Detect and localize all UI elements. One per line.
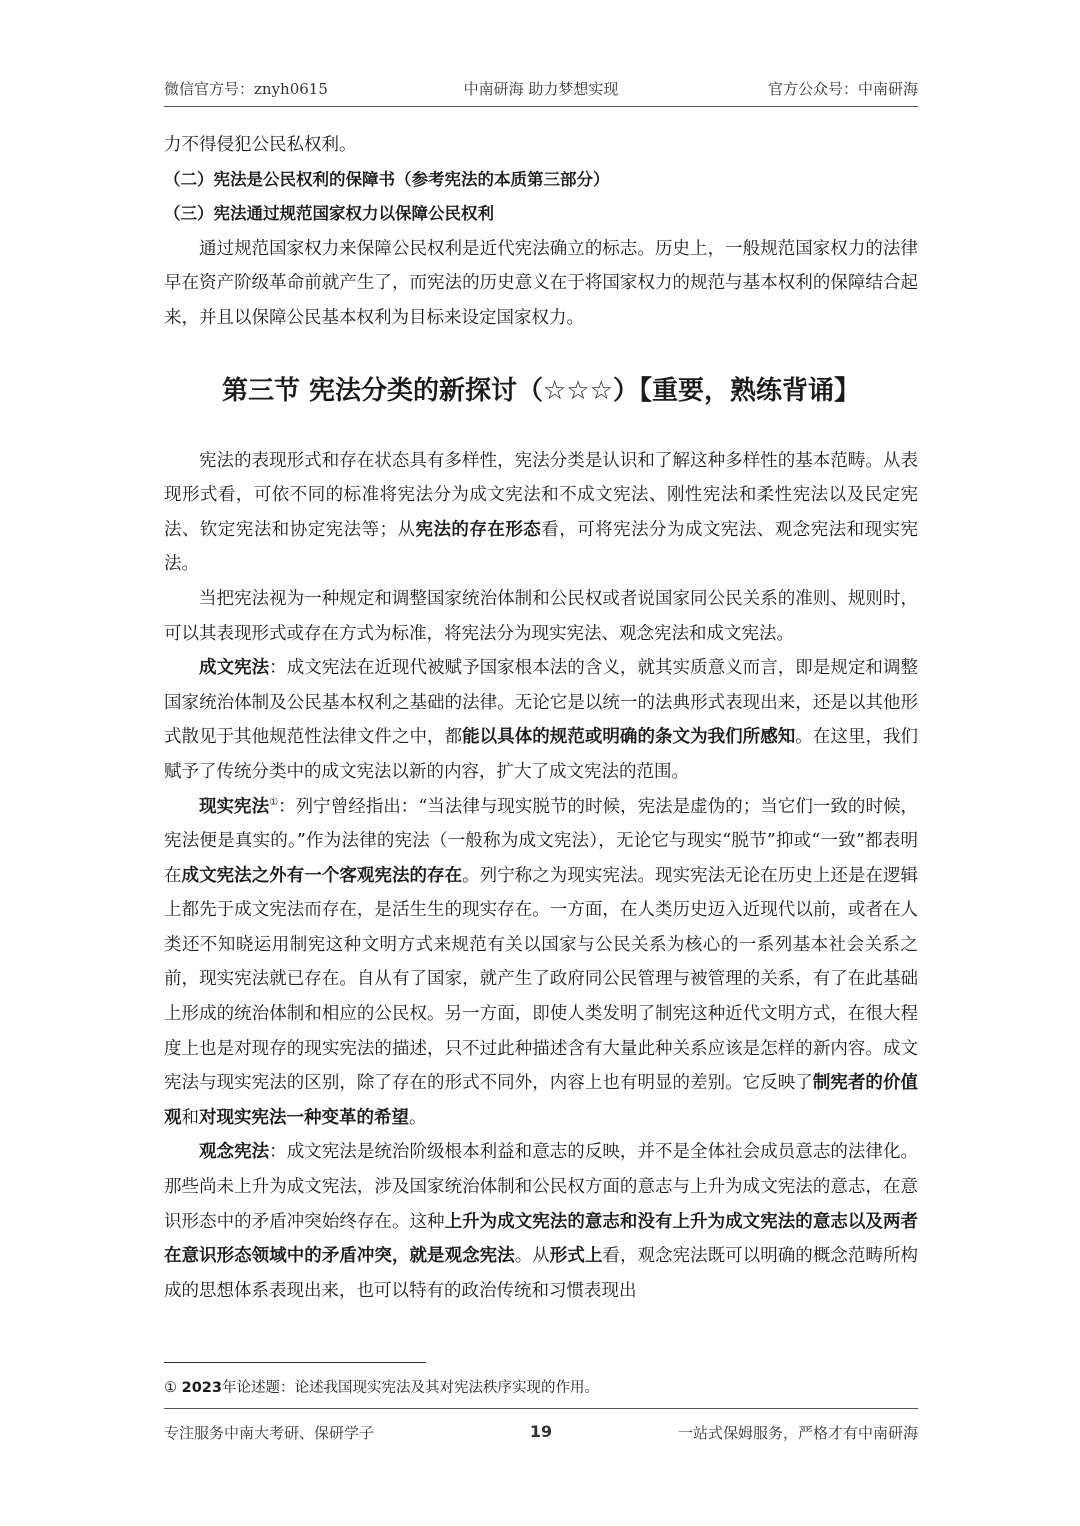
section-title: 第三节 宪法分类的新探讨（☆☆☆）【重要，熟练背诵】 xyxy=(222,375,860,406)
page-body xyxy=(164,128,918,1308)
emphasis-perceivable: 能以具体的规范或明确的条文为我们所感知 xyxy=(462,727,796,748)
footer-left-slogan: 专注服务中南大考研、保研学子 xyxy=(164,1424,375,1442)
subheading-three: （三）宪法通过规范国家权力以保障公民权利 xyxy=(164,204,494,224)
term-real-constitution: 现实宪法 xyxy=(199,796,270,817)
footnote-reference[interactable]: ① xyxy=(269,796,279,808)
subheading-two: （二）宪法是公民权利的保障书（参考宪法的本质第三部分） xyxy=(164,169,610,189)
paragraph-real-constitution: 现实宪法①：列宁曾经指出：“当法律与现实脱节的时候，宪法是虚伪的；当它们一致的时候，宪法便是真实的。”作为法律的宪法（一般称为成文宪法），无论它与现实“脱节”抑或“一致”都表明在成文宪法之外有一个客观宪法的存在。列宁称之为现实宪法。现实宪法无论在历史上还是在逻辑上都先于成文宪法而存在，是活生生的现实存在。一方面，在人类历史迈入近现代以前，或者在人类还不知晓运用制宪这种文明方式来规范有关以国家与公民关系为核心的一系列基本社会关系之前，现实宪法就已存在。自从有了国家，就产生了政府同公民管理与被管理的关系，有了在此基础上形成的统治体制和相应的公民权。另一方面，即使人类发明了制宪这种近代文明方式，在很大程度上也是对现存的现实宪法的描述，只不过此种描述含有大量此种关系应该是怎样的新内容。成文宪法与现实宪法的区别，除了存在的形式不同外，内容上也有明显的差别。它反映了制宪者的价值观和对现实宪法一种变革的希望。 xyxy=(164,796,919,1128)
page-header xyxy=(164,78,918,104)
emphasis-existence-form: 宪法的存在形态 xyxy=(415,519,542,540)
footnote-divider xyxy=(164,1362,426,1363)
emphasis-conceptual-definition: 上升为成文宪法的意志和没有上升为成文宪法的意志以及两者在意识形态领域中的矛盾冲突，就是观念宪法 xyxy=(164,1211,919,1267)
paragraph-conceptual-constitution: 观念宪法：成文宪法是统治阶级根本利益和意志的反映，并不是全体社会成员意志的法律化。那些尚未上升为成文宪法，涉及国家统治体制和公民权方面的意志与上升为成文宪法的意志，在意识形态中的矛盾冲突始终存在。这种上升为成文宪法的意志和没有上升为成文宪法的意志以及两者在意识形态领域中的矛盾冲突，就是观念宪法。从形式上看，观念宪法既可以明确的概念范畴所构成的思想体系表现出来，也可以特有的政治传统和习惯表现出 xyxy=(164,1142,919,1301)
footnote-text: 年论述题：论述我国现实宪法及其对宪法秩序实现的作用。 xyxy=(221,1380,599,1396)
paragraph-continuation: 力不得侵犯公民私权利。 xyxy=(164,135,357,155)
paragraph-classification-intro: 宪法的表现形式和存在状态具有多样性，宪法分类是认识和了解这种多样性的基本范畴。从表现形式看，可依不同的标准将宪法分为成文宪法和不成文宪法、刚性宪法和柔性宪法以及民定宪法、钦定宪法和协定宪法等；从宪法的存在形态看，可将宪法分为成文宪法、观念宪法和现实宪法。 xyxy=(164,450,919,575)
term-conceptual-constitution: 观念宪法 xyxy=(199,1142,270,1163)
paragraph-classification-standard: 当把宪法视为一种规定和调整国家统治体制和公民权或者说国家同公民关系的准则、规则时，可以其表现形式或存在方式为标准，将宪法分为现实宪法、观念宪法和成文宪法。 xyxy=(164,588,918,644)
emphasis-hope-for-change: 对现实宪法一种变革的希望 xyxy=(199,1107,409,1128)
paragraph-written-constitution: 成文宪法：成文宪法在近现代被赋予国家根本法的含义，就其实质意义而言，即是规定和调整国家统治体制及公民基本权利之基础的法律。无论它是以统一的法典形式表现出来，还是以其他形式散见于其他规范性法律文件之中，都能以具体的规范或明确的条文为我们所感知。在这里，我们赋予了传统分类中的成文宪法以新的内容，扩大了成文宪法的范围。 xyxy=(164,658,919,782)
emphasis-objective-constitution: 成文宪法之外有一个客观宪法的存在 xyxy=(181,865,463,886)
emphasis-values: 制宪者的价值观 xyxy=(164,1073,919,1128)
header-divider xyxy=(164,106,918,107)
footnote-marker: ① xyxy=(164,1380,177,1396)
footnote xyxy=(164,1376,599,1397)
emphasis-form: 形式上 xyxy=(549,1246,603,1267)
header-wechat-id: 微信官方号：znyh0615 xyxy=(164,80,328,98)
footer-divider xyxy=(164,1408,918,1409)
term-written-constitution: 成文宪法 xyxy=(199,658,270,679)
paragraph-power-regulation: 通过规范国家权力来保障公民权利是近代宪法确立的标志。历史上，一般规范国家权力的法律早在资产阶级革命前就产生了，而宪法的历史意义在于将国家权力的规范与基本权利的保障结合起来，并且以保障公民基本权利为目标来设定国家权力。 xyxy=(164,238,918,328)
footer-right-slogan: 一站式保姆服务，严格才有中南研海 xyxy=(677,1424,918,1442)
header-slogan: 中南研海 助力梦想实现 xyxy=(463,80,619,98)
header-official-account: 官方公众号：中南研海 xyxy=(767,80,918,98)
page-number: 19 xyxy=(529,1422,553,1441)
footnote-year: 2023 xyxy=(181,1380,222,1396)
page-footer xyxy=(164,1422,918,1446)
